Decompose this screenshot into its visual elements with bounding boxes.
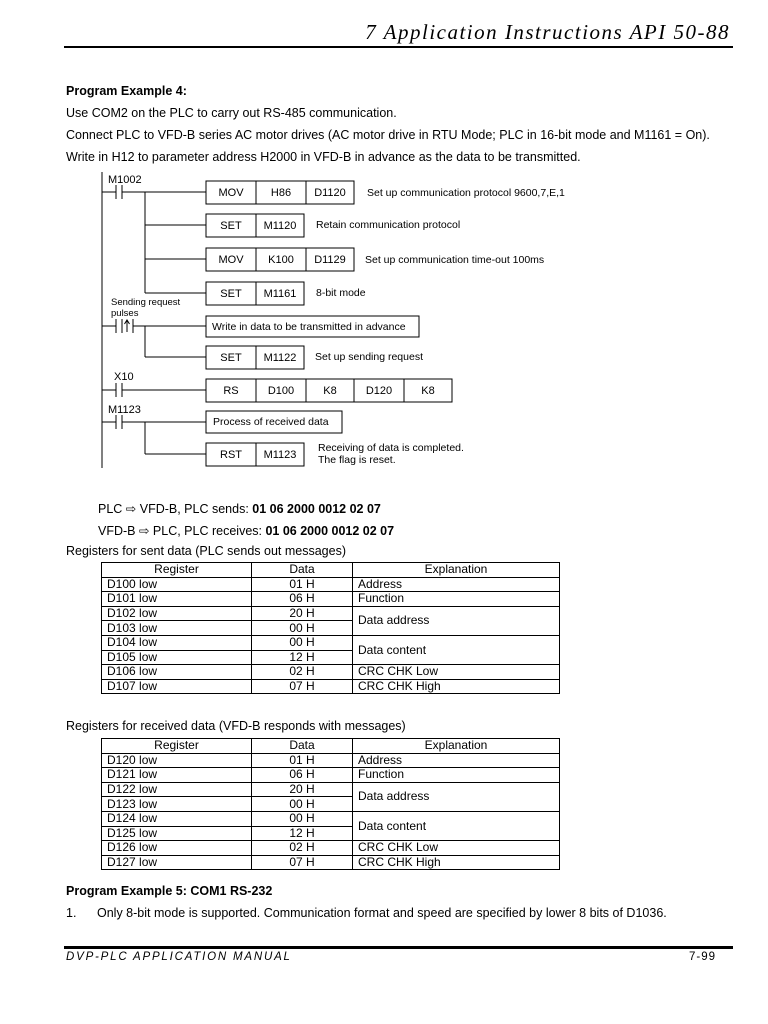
cell-m1123: M1123 <box>263 449 297 461</box>
comment-row-9-line-2: The flag is reset. <box>318 454 396 466</box>
table-row <box>102 782 560 797</box>
footer-rule <box>64 946 733 949</box>
cell-mov-1: MOV <box>218 187 244 199</box>
explanation-cell: Data address <box>353 782 560 811</box>
table-header-row <box>102 563 560 578</box>
table-row <box>102 841 560 856</box>
table-row <box>102 811 560 826</box>
table-row <box>102 635 560 650</box>
cell-h86: H86 <box>270 187 292 199</box>
explanation-cell: Address <box>353 753 560 768</box>
contact-m1002 <box>102 174 206 199</box>
instr-row-set-m1161 <box>206 282 366 305</box>
cell-m1120: M1120 <box>263 220 297 232</box>
data-cell: 00 H <box>252 621 353 636</box>
footer-manual-title: DVP-PLC APPLICATION MANUAL <box>66 951 292 963</box>
explanation-cell: CRC CHK High <box>353 855 560 870</box>
comment-row-9-line-1: Receiving of data is completed. <box>318 442 464 454</box>
data-cell: 02 H <box>252 665 353 680</box>
cell-set-3: SET <box>220 352 242 364</box>
table-row <box>102 855 560 870</box>
register-cell: D121 low <box>102 768 252 783</box>
register-cell: D122 low <box>102 782 252 797</box>
data-cell: 00 H <box>252 635 353 650</box>
table-row <box>102 665 560 680</box>
header-data: Data <box>252 739 353 754</box>
cell-k8-1: K8 <box>323 385 337 397</box>
register-cell: D106 low <box>102 665 252 680</box>
cell-m1122: M1122 <box>263 352 297 364</box>
data-cell: 20 H <box>252 606 353 621</box>
register-cell: D107 low <box>102 679 252 694</box>
example4-line-3: Write in H12 to parameter address H2000 in VFD-B in advance as the data to be transmitted. <box>66 150 581 164</box>
box-process-received-data-text: Process of received data <box>213 416 329 428</box>
instr-row-mov-h86 <box>206 181 565 204</box>
cell-m1161: M1161 <box>263 288 297 300</box>
register-cell: D102 low <box>102 606 252 621</box>
explanation-cell: CRC CHK Low <box>353 841 560 856</box>
plc-sends-value: 01 06 2000 0012 02 07 <box>252 502 381 516</box>
table-row <box>102 753 560 768</box>
plc-sends-line <box>98 501 381 516</box>
cell-rst: RST <box>220 449 242 461</box>
register-cell: D105 low <box>102 650 252 665</box>
contact-x10 <box>102 371 206 397</box>
comment-row-1: Set up communication protocol 9600,7,E,1 <box>367 187 565 199</box>
register-cell: D126 low <box>102 841 252 856</box>
table-header-row <box>102 739 560 754</box>
contact-m1002-label: M1002 <box>108 174 142 186</box>
contact-x10-label: X10 <box>114 371 134 383</box>
pulse-label-line-2: pulses <box>111 308 139 319</box>
contact-sending-request-pulse <box>102 297 206 333</box>
example5-item-text: Only 8-bit mode is supported. Communication format and speed are specified by lower 8 bits of D1036. <box>97 906 667 920</box>
data-cell: 01 H <box>252 753 353 768</box>
cell-rs: RS <box>223 385 239 397</box>
explanation-cell: Data content <box>353 635 560 664</box>
sent-table-caption: Registers for sent data (PLC sends out messages) <box>66 544 346 558</box>
register-cell: D103 low <box>102 621 252 636</box>
explanation-cell: Data content <box>353 811 560 840</box>
instr-row-set-m1122 <box>206 346 423 369</box>
plc-receives-line <box>98 523 394 538</box>
data-cell: 07 H <box>252 679 353 694</box>
explanation-cell: CRC CHK High <box>353 679 560 694</box>
cell-set-1: SET <box>220 220 242 232</box>
register-cell: D123 low <box>102 797 252 812</box>
example5-heading: Program Example 5: COM1 RS-232 <box>66 884 273 898</box>
contact-m1123 <box>102 404 206 429</box>
cell-d120: D120 <box>365 385 393 397</box>
register-cell: D104 low <box>102 635 252 650</box>
cell-set-2: SET <box>220 288 242 300</box>
data-cell: 12 H <box>252 650 353 665</box>
data-cell: 00 H <box>252 797 353 812</box>
explanation-cell: Function <box>353 592 560 607</box>
data-cell: 06 H <box>252 592 353 607</box>
comment-row-2: Retain communication protocol <box>316 219 461 231</box>
comment-row-4: 8-bit mode <box>316 287 366 299</box>
table-row <box>102 606 560 621</box>
data-cell: 00 H <box>252 811 353 826</box>
cell-d100: D100 <box>267 385 295 397</box>
cell-mov-2: MOV <box>218 254 244 266</box>
data-cell: 06 H <box>252 768 353 783</box>
box-write-in-data-text: Write in data to be transmitted in advance <box>212 321 406 333</box>
plc-sends-prefix: PLC ⇨ VFD-B, PLC sends: <box>98 502 253 516</box>
comment-row-3: Set up communication time-out 100ms <box>365 254 545 266</box>
plc-receives-value: 01 06 2000 0012 02 07 <box>265 524 395 538</box>
instr-row-mov-k100 <box>206 248 544 271</box>
cell-d1120: D1120 <box>314 187 346 199</box>
example5-item-number: 1. <box>66 906 77 920</box>
data-cell: 12 H <box>252 826 353 841</box>
explanation-cell: Address <box>353 577 560 592</box>
page-header-title: 7 Application Instructions API 50-88 <box>365 20 730 44</box>
cell-k8-2: K8 <box>421 385 435 397</box>
explanation-cell: Function <box>353 768 560 783</box>
sent-registers-table <box>101 562 560 694</box>
comment-row-6: Set up sending request <box>315 351 423 363</box>
header-register: Register <box>102 563 252 578</box>
header-explanation: Explanation <box>353 739 560 754</box>
explanation-cell: Data address <box>353 606 560 635</box>
register-cell: D101 low <box>102 592 252 607</box>
header-explanation: Explanation <box>353 563 560 578</box>
cell-k100: K100 <box>268 254 294 266</box>
instr-row-set-m1120 <box>206 214 460 237</box>
recv-table-caption: Registers for received data (VFD-B responds with messages) <box>66 719 406 733</box>
register-cell: D100 low <box>102 577 252 592</box>
header-register: Register <box>102 739 252 754</box>
example4-heading: Program Example 4: <box>66 84 187 98</box>
footer-page-number: 7-99 <box>689 951 717 963</box>
table-row <box>102 768 560 783</box>
example4-line-2: Connect PLC to VFD-B series AC motor drives (AC motor drive in RTU Mode; PLC in 16-bit mode and M1161 = On). <box>66 128 710 142</box>
explanation-cell: CRC CHK Low <box>353 665 560 680</box>
cell-d1129: D1129 <box>314 254 346 266</box>
instr-row-rs <box>206 379 452 402</box>
table-row <box>102 592 560 607</box>
table-row <box>102 577 560 592</box>
example4-line-1: Use COM2 on the PLC to carry out RS-485 communication. <box>66 106 397 120</box>
table-row <box>102 679 560 694</box>
contact-m1123-label: M1123 <box>108 404 141 416</box>
data-cell: 01 H <box>252 577 353 592</box>
pulse-label-line-1: Sending request <box>111 297 181 308</box>
instr-row-rst-m1123 <box>206 442 464 466</box>
data-cell: 20 H <box>252 782 353 797</box>
register-cell: D125 low <box>102 826 252 841</box>
register-cell: D127 low <box>102 855 252 870</box>
register-cell: D120 low <box>102 753 252 768</box>
data-cell: 07 H <box>252 855 353 870</box>
data-cell: 02 H <box>252 841 353 856</box>
plc-receives-prefix: VFD-B ⇨ PLC, PLC receives: <box>98 524 266 538</box>
received-registers-table <box>101 738 560 870</box>
header-data: Data <box>252 563 353 578</box>
register-cell: D124 low <box>102 811 252 826</box>
